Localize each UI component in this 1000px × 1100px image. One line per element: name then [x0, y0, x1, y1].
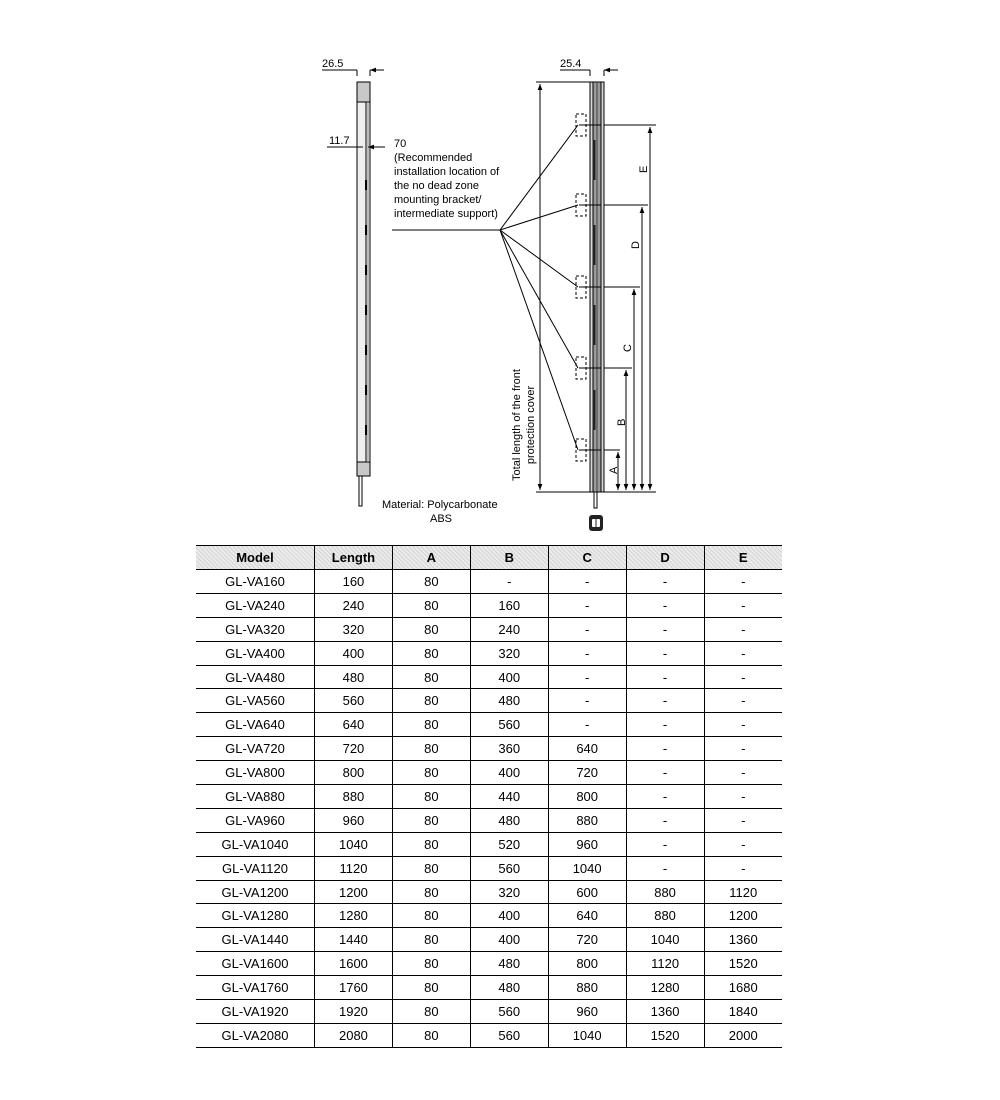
table-cell: 560: [470, 713, 548, 737]
table-cell: -: [548, 689, 626, 713]
table-cell: 520: [470, 832, 548, 856]
dim-letter-d: D: [630, 241, 642, 249]
table-cell: -: [626, 808, 704, 832]
note-line-1: (Recommended: [394, 152, 473, 164]
table-row: [196, 713, 782, 737]
dim-letter-a: A: [608, 466, 620, 474]
table-cell: -: [626, 856, 704, 880]
column-header-e: E: [704, 546, 782, 570]
table-cell: GL-VA880: [196, 785, 315, 809]
table-cell: 480: [470, 976, 548, 1000]
table-cell: 880: [548, 808, 626, 832]
table-row: [196, 832, 782, 856]
table-cell: 80: [392, 880, 470, 904]
table-cell: 80: [392, 713, 470, 737]
table-cell: -: [704, 641, 782, 665]
table-cell: 1040: [548, 1023, 626, 1047]
table-cell: 1280: [626, 976, 704, 1000]
table-cell: GL-VA560: [196, 689, 315, 713]
table-cell: -: [704, 593, 782, 617]
table-cell: GL-VA640: [196, 713, 315, 737]
table-cell: 80: [392, 641, 470, 665]
table-cell: 400: [315, 641, 393, 665]
dim-letter-e: E: [638, 165, 650, 173]
table-cell: 320: [470, 641, 548, 665]
table-cell: 720: [315, 737, 393, 761]
table-cell: 560: [470, 1000, 548, 1024]
table-cell: GL-VA320: [196, 617, 315, 641]
table-cell: GL-VA1920: [196, 1000, 315, 1024]
table-cell: 480: [470, 689, 548, 713]
table-cell: GL-VA720: [196, 737, 315, 761]
table-cell: 1040: [315, 832, 393, 856]
column-header-b: B: [470, 546, 548, 570]
table-cell: GL-VA1280: [196, 904, 315, 928]
table-cell: 560: [470, 1023, 548, 1047]
table-cell: 160: [315, 570, 393, 594]
table-row: [196, 808, 782, 832]
table-cell: 1520: [626, 1023, 704, 1047]
table-cell: -: [626, 689, 704, 713]
table-cell: 1520: [704, 952, 782, 976]
table-cell: GL-VA2080: [196, 1023, 315, 1047]
table-cell: 880: [315, 785, 393, 809]
table-row: [196, 880, 782, 904]
table-cell: 880: [626, 904, 704, 928]
material-sub: ABS: [430, 513, 453, 525]
table-cell: 80: [392, 737, 470, 761]
table-cell: -: [470, 570, 548, 594]
total-length-label-1: Total length of the front: [511, 369, 523, 481]
table-cell: 1120: [704, 880, 782, 904]
table-cell: GL-VA1040: [196, 832, 315, 856]
table-cell: 640: [315, 713, 393, 737]
table-cell: 2080: [315, 1023, 393, 1047]
table-cell: 80: [392, 785, 470, 809]
table-cell: GL-VA400: [196, 641, 315, 665]
table-header-row: [196, 546, 782, 570]
table-cell: 240: [315, 593, 393, 617]
table-cell: 400: [470, 928, 548, 952]
table-cell: 880: [626, 880, 704, 904]
table-cell: 160: [470, 593, 548, 617]
table-cell: 480: [315, 665, 393, 689]
table-cell: 1360: [626, 1000, 704, 1024]
right-width-dim: 25.4: [560, 58, 582, 70]
table-cell: -: [704, 689, 782, 713]
table-cell: 400: [470, 761, 548, 785]
table-row: [196, 689, 782, 713]
table-cell: 880: [548, 976, 626, 1000]
table-cell: 560: [315, 689, 393, 713]
table-cell: 80: [392, 593, 470, 617]
column-header-length: Length: [315, 546, 393, 570]
table-row: [196, 761, 782, 785]
note-line-3: the no dead zone: [394, 180, 480, 192]
table-cell: 80: [392, 952, 470, 976]
table-row: [196, 570, 782, 594]
left-width-dim: 26.5: [322, 58, 344, 70]
table-cell: 800: [315, 761, 393, 785]
table-cell: 80: [392, 617, 470, 641]
table-cell: 360: [470, 737, 548, 761]
table-cell: -: [704, 785, 782, 809]
table-cell: 1040: [626, 928, 704, 952]
table-cell: -: [704, 832, 782, 856]
table-cell: -: [626, 570, 704, 594]
table-cell: GL-VA800: [196, 761, 315, 785]
table-cell: 80: [392, 904, 470, 928]
table-cell: 1760: [315, 976, 393, 1000]
table-cell: 720: [548, 761, 626, 785]
note-line-4: mounting bracket/: [394, 194, 482, 206]
column-header-d: D: [626, 546, 704, 570]
table-cell: 1200: [315, 880, 393, 904]
table-cell: -: [704, 808, 782, 832]
table-cell: 80: [392, 665, 470, 689]
table-cell: 960: [315, 808, 393, 832]
table-cell: -: [626, 761, 704, 785]
table-cell: GL-VA1760: [196, 976, 315, 1000]
note-value: 70: [394, 138, 407, 150]
table-cell: 80: [392, 856, 470, 880]
table-cell: -: [704, 737, 782, 761]
table-row: [196, 856, 782, 880]
table-cell: 1680: [704, 976, 782, 1000]
table-row: [196, 928, 782, 952]
table-cell: 640: [548, 737, 626, 761]
table-cell: 80: [392, 761, 470, 785]
table-cell: -: [548, 665, 626, 689]
table-cell: 80: [392, 976, 470, 1000]
table-cell: 480: [470, 952, 548, 976]
table-cell: -: [548, 593, 626, 617]
table-row: [196, 952, 782, 976]
table-row: [196, 785, 782, 809]
column-header-c: C: [548, 546, 626, 570]
table-cell: GL-VA1200: [196, 880, 315, 904]
table-cell: 1120: [315, 856, 393, 880]
table-row: [196, 665, 782, 689]
column-header-model: Model: [196, 546, 315, 570]
table-cell: GL-VA160: [196, 570, 315, 594]
spec-table: [196, 545, 782, 1048]
left-offset-dim: 11.7: [329, 135, 350, 147]
table-cell: -: [704, 570, 782, 594]
table-cell: 720: [548, 928, 626, 952]
table-cell: 80: [392, 832, 470, 856]
end-cap-icon: [589, 515, 603, 531]
table-cell: 960: [548, 832, 626, 856]
table-cell: 600: [548, 880, 626, 904]
right-front-view: [536, 70, 656, 508]
table-cell: 1200: [704, 904, 782, 928]
table-cell: 640: [548, 904, 626, 928]
table-cell: 1040: [548, 856, 626, 880]
table-cell: 800: [548, 785, 626, 809]
table-cell: 1840: [704, 1000, 782, 1024]
dim-letter-c: C: [622, 344, 634, 352]
table-cell: 80: [392, 689, 470, 713]
table-cell: -: [704, 761, 782, 785]
table-cell: -: [548, 570, 626, 594]
table-cell: GL-VA480: [196, 665, 315, 689]
table-cell: GL-VA1440: [196, 928, 315, 952]
table-cell: -: [704, 856, 782, 880]
table-cell: 80: [392, 1023, 470, 1047]
table-row: [196, 617, 782, 641]
table-row: [196, 1023, 782, 1047]
table-cell: 1360: [704, 928, 782, 952]
table-cell: 320: [470, 880, 548, 904]
total-length-label-2: protection cover: [525, 385, 537, 465]
table-row: [196, 1000, 782, 1024]
table-cell: GL-VA960: [196, 808, 315, 832]
table-cell: 560: [470, 856, 548, 880]
table-cell: 400: [470, 665, 548, 689]
table-cell: 400: [470, 904, 548, 928]
note-line-2: installation location of: [394, 166, 500, 178]
dimension-drawing: [0, 0, 1000, 545]
table-cell: 2000: [704, 1023, 782, 1047]
table-cell: 80: [392, 928, 470, 952]
table-cell: -: [626, 713, 704, 737]
table-cell: -: [704, 665, 782, 689]
table-row: [196, 904, 782, 928]
table-cell: GL-VA1600: [196, 952, 315, 976]
table-cell: 320: [315, 617, 393, 641]
table-cell: -: [548, 641, 626, 665]
table-cell: 800: [548, 952, 626, 976]
column-header-a: A: [392, 546, 470, 570]
table-row: [196, 737, 782, 761]
table-row: [196, 976, 782, 1000]
table-cell: 960: [548, 1000, 626, 1024]
table-cell: GL-VA240: [196, 593, 315, 617]
table-cell: -: [626, 832, 704, 856]
table-cell: 80: [392, 808, 470, 832]
table-cell: GL-VA1120: [196, 856, 315, 880]
dim-letter-b: B: [616, 418, 628, 426]
table-cell: -: [626, 593, 704, 617]
table-cell: -: [704, 617, 782, 641]
table-cell: 80: [392, 1000, 470, 1024]
table-cell: 480: [470, 808, 548, 832]
table-cell: -: [704, 713, 782, 737]
table-cell: -: [626, 665, 704, 689]
table-cell: 440: [470, 785, 548, 809]
table-cell: -: [626, 641, 704, 665]
table-cell: 80: [392, 570, 470, 594]
table-cell: -: [548, 617, 626, 641]
table-cell: -: [626, 785, 704, 809]
material-label: Material: Polycarbonate: [382, 499, 498, 511]
table-cell: 1600: [315, 952, 393, 976]
table-cell: -: [548, 713, 626, 737]
table-cell: 1120: [626, 952, 704, 976]
table-cell: -: [626, 617, 704, 641]
note-line-5: intermediate support): [394, 208, 498, 220]
table-cell: 1920: [315, 1000, 393, 1024]
table-cell: -: [626, 737, 704, 761]
table-cell: 1440: [315, 928, 393, 952]
table-cell: 240: [470, 617, 548, 641]
table-row: [196, 593, 782, 617]
table-row: [196, 641, 782, 665]
table-cell: 1280: [315, 904, 393, 928]
